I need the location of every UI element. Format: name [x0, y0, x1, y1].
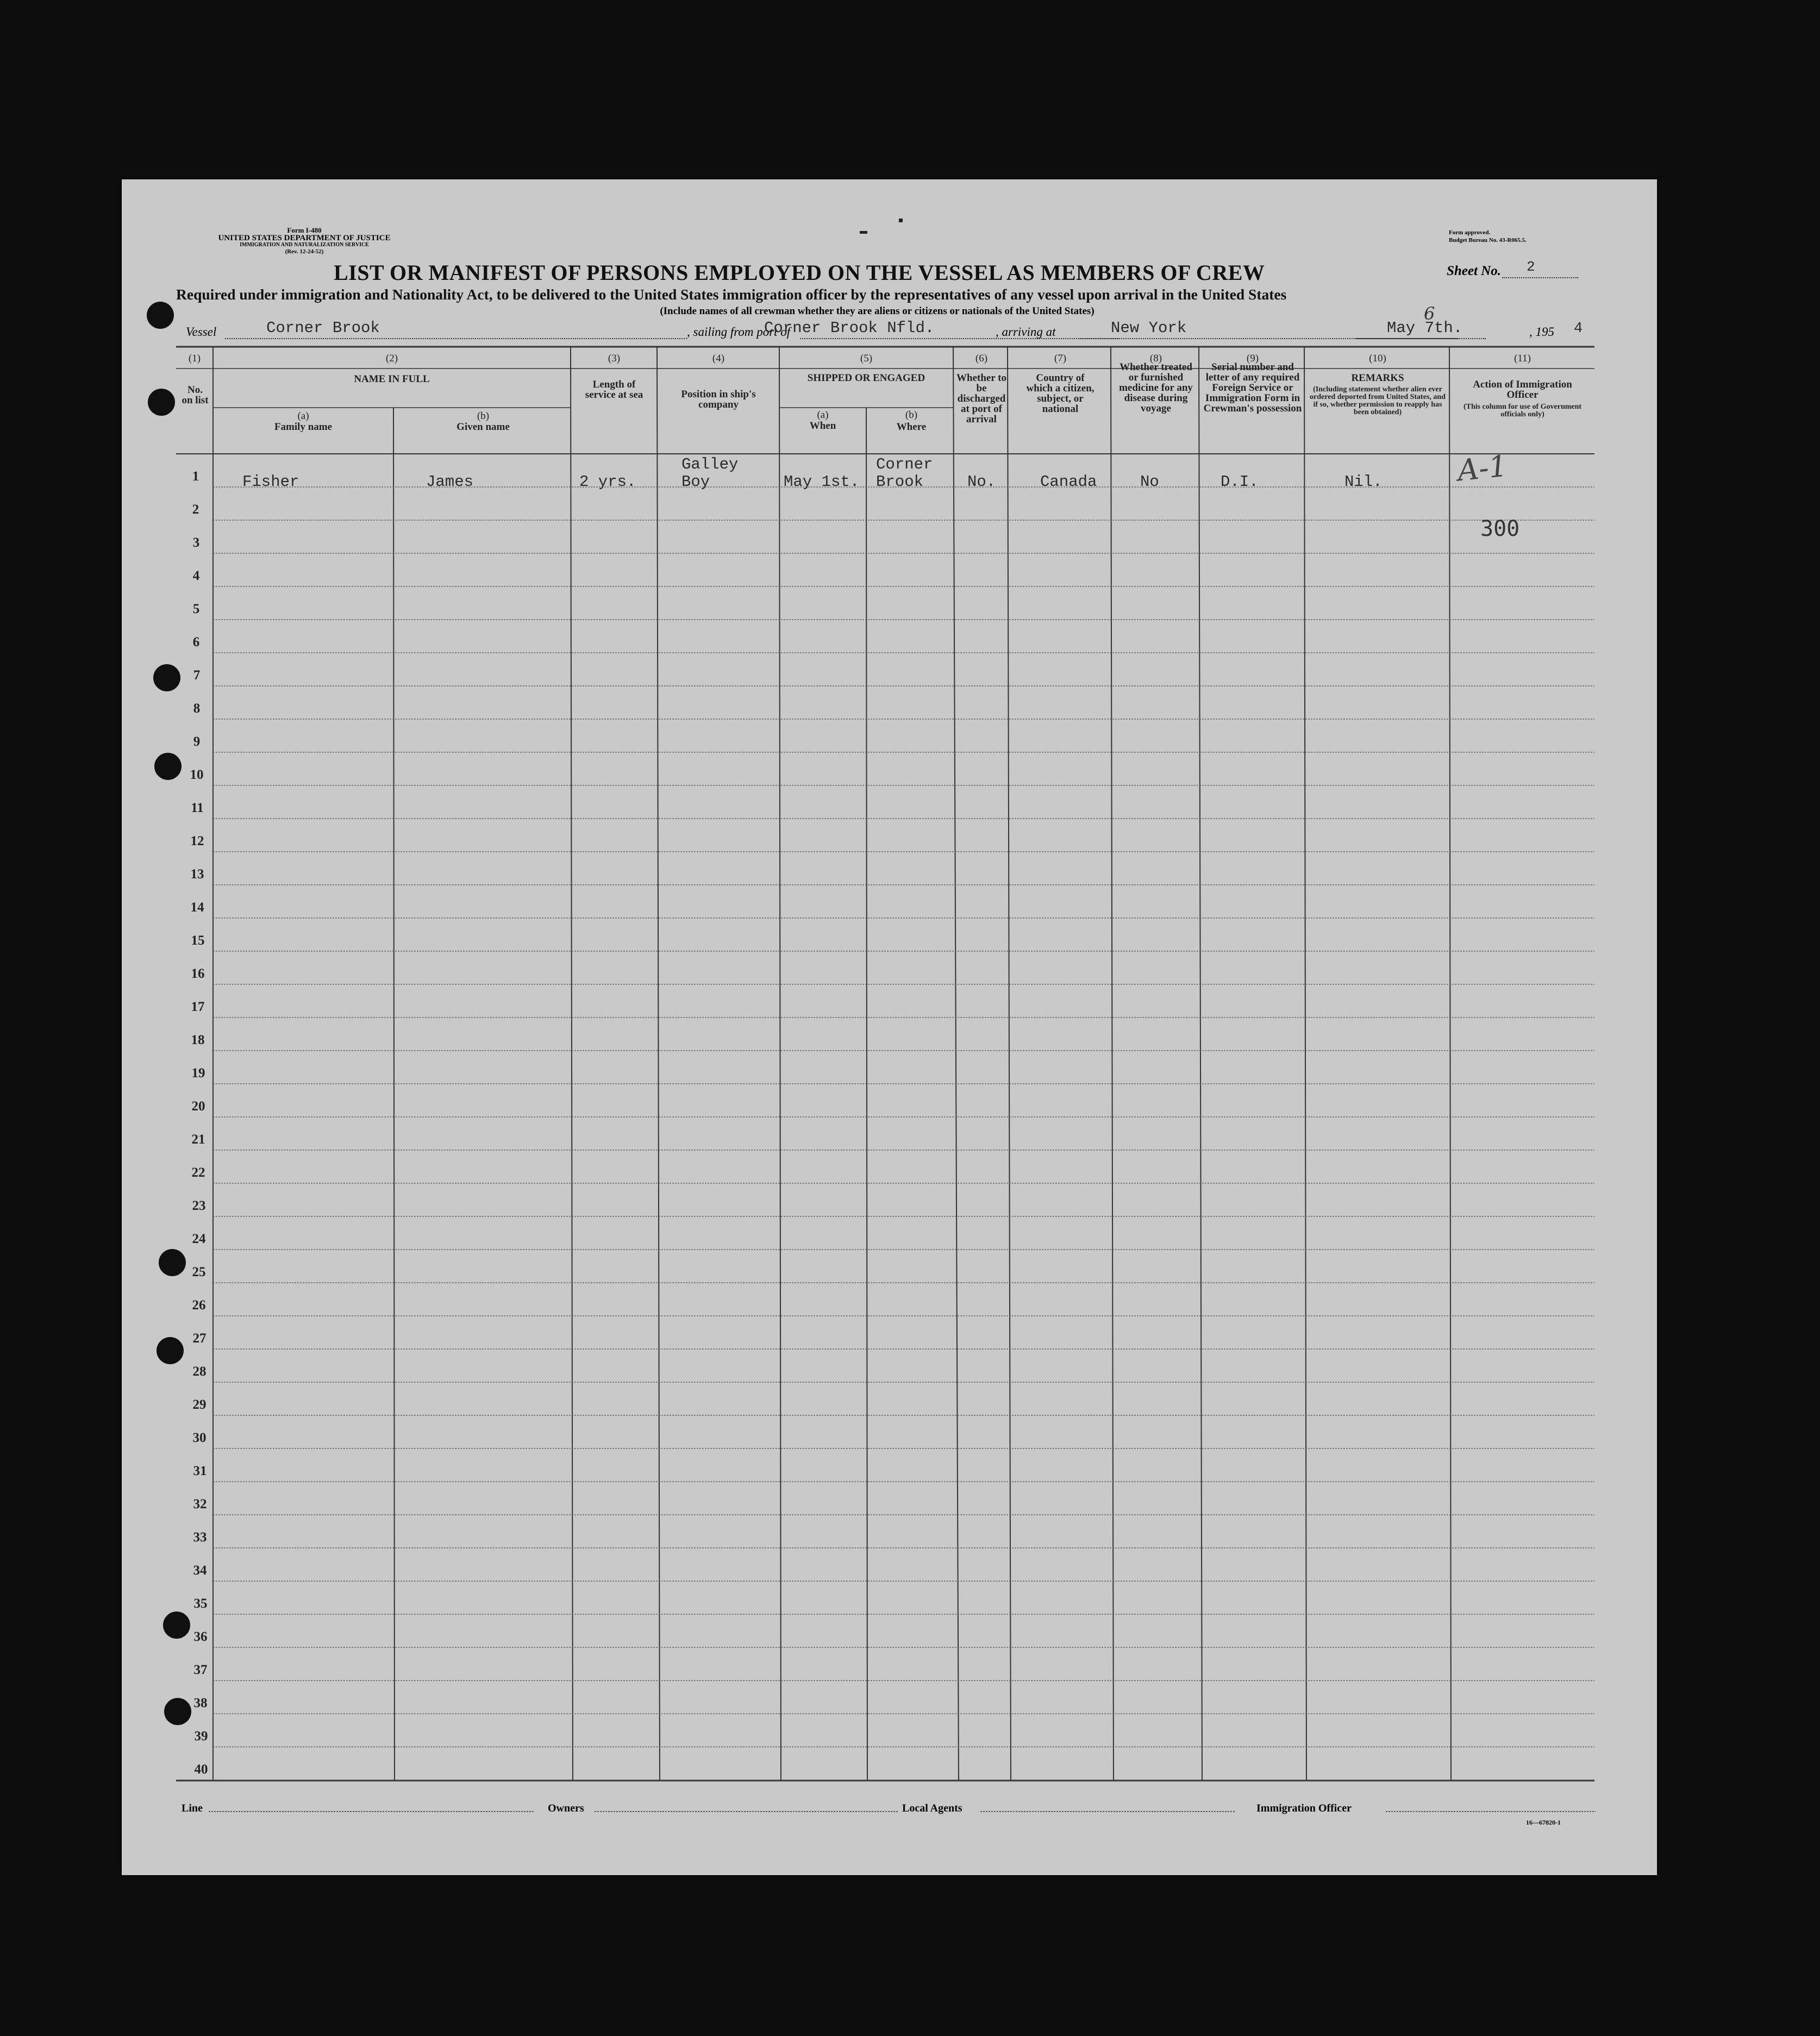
row-lines: [213, 487, 1594, 1780]
col1-label: No. on list: [182, 384, 209, 406]
row-number: 25: [192, 1265, 206, 1279]
entry-discharged: No.: [967, 473, 996, 491]
row-number: 27: [192, 1331, 207, 1346]
col5b-label: Where: [896, 421, 927, 433]
col5-label: SHIPPED OR ENGAGED: [807, 372, 925, 384]
approval-line-1: Form approved.: [1449, 229, 1491, 236]
row-number: 1: [192, 469, 199, 484]
col2a-label: Family name: [274, 421, 333, 433]
col10-note: (Including statement whether alien ever ordered deported from United States, and if so, whether permission to reapply has been obtained): [1310, 385, 1446, 416]
sheet-label: Sheet No.: [1447, 264, 1501, 278]
form-note: (Include names of all crewman whether they are aliens or citizens or nationals of the United States): [660, 305, 1094, 317]
punch-hole: [154, 753, 182, 780]
col10-number: (10): [1369, 353, 1386, 364]
row-number: 15: [191, 933, 205, 948]
row-number: 26: [192, 1298, 206, 1313]
row-number: 23: [192, 1198, 206, 1213]
col4-label: Position in ship's company: [681, 389, 756, 410]
row-number: 14: [190, 900, 204, 915]
row-number: 18: [191, 1033, 205, 1047]
col2b-letter: (b): [477, 410, 490, 422]
entry-country: Canada: [1040, 473, 1097, 491]
col7-number: (7): [1054, 353, 1067, 364]
col2-number: (2): [385, 353, 398, 364]
sailing-label: , sailing from port of: [687, 325, 791, 339]
arriving-label: , arriving at: [996, 325, 1056, 339]
col3-number: (3): [608, 353, 621, 364]
row-number: 5: [192, 602, 200, 616]
arriving-port-value: New York: [1111, 319, 1187, 337]
col7-label: Country of which a citizen, subject, or national: [1026, 372, 1094, 415]
entry-serial: D.I.: [1221, 473, 1259, 491]
row-number: 37: [193, 1663, 208, 1677]
page-title: LIST OR MANIFEST OF PERSONS EMPLOYED ON THE VESSEL AS MEMBERS OF CREW: [334, 260, 1265, 285]
footer-line-label: Line: [182, 1802, 203, 1814]
entry-position-line2: Boy: [681, 473, 710, 491]
punch-hole: [163, 1612, 190, 1639]
row-number: 33: [193, 1530, 207, 1545]
row-number: 19: [191, 1066, 205, 1081]
col8-number: (8): [1149, 353, 1162, 364]
footer-agents-label: Local Agents: [902, 1802, 962, 1814]
col11-note: (This column for use of Government officials only): [1463, 403, 1582, 419]
row-number: 21: [191, 1132, 205, 1147]
row-number: 3: [192, 535, 200, 550]
arrival-date-value: May 7th.: [1387, 319, 1463, 337]
col8-label: Whether treated or furnished medicine for any disease during voyage: [1119, 361, 1193, 414]
col5a-label: When: [809, 420, 836, 432]
row-number: 39: [194, 1729, 208, 1744]
entry-service-length: 2 yrs.: [579, 473, 636, 491]
manifest-sheet: [122, 179, 1657, 1875]
row-number: 2: [192, 502, 199, 517]
row-number: 32: [193, 1497, 207, 1512]
official-mark: A-1: [1455, 448, 1509, 488]
row-number: 29: [192, 1397, 207, 1412]
row-number: 24: [192, 1232, 206, 1246]
col9-number: (9): [1246, 353, 1259, 364]
punch-hole: [157, 1337, 184, 1364]
row-number: 36: [193, 1629, 208, 1644]
table-grid: [122, 179, 1657, 1875]
year-label: , 195: [1529, 325, 1554, 339]
col6-number: (6): [975, 353, 988, 364]
form-subtitle: Required under immigration and Nationality Act, to be delivered to the United States immigration officer by the representatives of any vessel upon arrival in the United States: [176, 286, 1287, 303]
department-name: UNITED STATES DEPARTMENT OF JUSTICE: [218, 234, 391, 242]
row-number: 38: [193, 1696, 208, 1710]
approval-line-2: Budget Bureau No. 43-R065.5.: [1449, 237, 1527, 243]
col9-label: Serial number and letter of any required Foreign Service or Immigration Form in Crewman's possession: [1203, 361, 1302, 414]
row-number: 30: [192, 1431, 207, 1445]
row-number: 11: [191, 801, 204, 815]
date-correction: 6: [1424, 303, 1435, 324]
row-number: 17: [191, 1000, 205, 1014]
footer-officer-label: Immigration Officer: [1256, 1802, 1352, 1814]
row-number: 12: [190, 834, 204, 848]
print-code: 16—67820-1: [1526, 1819, 1561, 1826]
col11-number: (11): [1514, 353, 1531, 364]
col6-label: Whether to be discharged at port of arrival: [956, 372, 1006, 425]
col2b-label: Given name: [456, 421, 510, 433]
entry-shipped-when: May 1st.: [784, 473, 860, 491]
col1-number: (1): [188, 353, 201, 364]
service-name: IMMIGRATION AND NATURALIZATION SERVICE: [240, 242, 369, 248]
entry-shipped-where-line1: Corner: [876, 455, 933, 473]
sheet-number: 2: [1527, 259, 1535, 275]
entry-medicine: No: [1140, 473, 1159, 491]
entry-given-name: James: [426, 473, 474, 491]
entry-family-name: Fisher: [242, 473, 299, 491]
row-number: 40: [194, 1762, 208, 1777]
row-number: 6: [192, 635, 200, 649]
row-number: 34: [193, 1563, 207, 1578]
row-number: 22: [191, 1165, 205, 1180]
row-number: 7: [193, 668, 201, 683]
punch-hole: [153, 664, 180, 691]
vessel-label: Vessel: [186, 325, 217, 339]
col5b-letter: (b): [905, 409, 918, 421]
col5-number: (5): [860, 353, 873, 364]
official-stamp: 300: [1480, 516, 1520, 541]
row-number: 8: [193, 701, 201, 716]
col11-label: Action of Immigration Officer: [1473, 379, 1572, 401]
col4-number: (4): [712, 353, 725, 364]
row-number: 16: [191, 966, 205, 981]
row-number: 13: [190, 867, 204, 882]
form-number: Form I-480: [287, 226, 322, 234]
col5a-letter: (a): [817, 409, 829, 421]
footer-owners-label: Owners: [548, 1802, 584, 1814]
year-value: 4: [1574, 321, 1583, 337]
row-number: 28: [192, 1364, 207, 1379]
row-number: 35: [193, 1596, 208, 1611]
row-number: 9: [193, 734, 201, 749]
row-number: 10: [190, 767, 204, 782]
punch-hole: [164, 1698, 191, 1725]
sailing-port-value: Corner Brook Nfld.: [764, 319, 935, 337]
entry-position-line1: Galley: [681, 455, 739, 473]
punch-hole: [148, 389, 175, 416]
col2a-letter: (a): [297, 410, 309, 422]
col2-label: NAME IN FULL: [354, 373, 430, 385]
entry-shipped-where-line2: Brook: [876, 473, 924, 491]
row-number: 31: [193, 1464, 207, 1478]
col10-label: REMARKS: [1351, 372, 1404, 384]
row-number: 20: [191, 1099, 205, 1114]
entry-remarks: Nil.: [1344, 473, 1383, 491]
punch-hole: [147, 302, 174, 329]
col3-label: Length of service at sea: [585, 379, 643, 401]
form-revision: (Rev. 12-24-52): [285, 248, 324, 255]
row-number: 4: [192, 569, 200, 583]
punch-hole: [159, 1249, 186, 1276]
vessel-value: Corner Brook: [266, 319, 380, 337]
